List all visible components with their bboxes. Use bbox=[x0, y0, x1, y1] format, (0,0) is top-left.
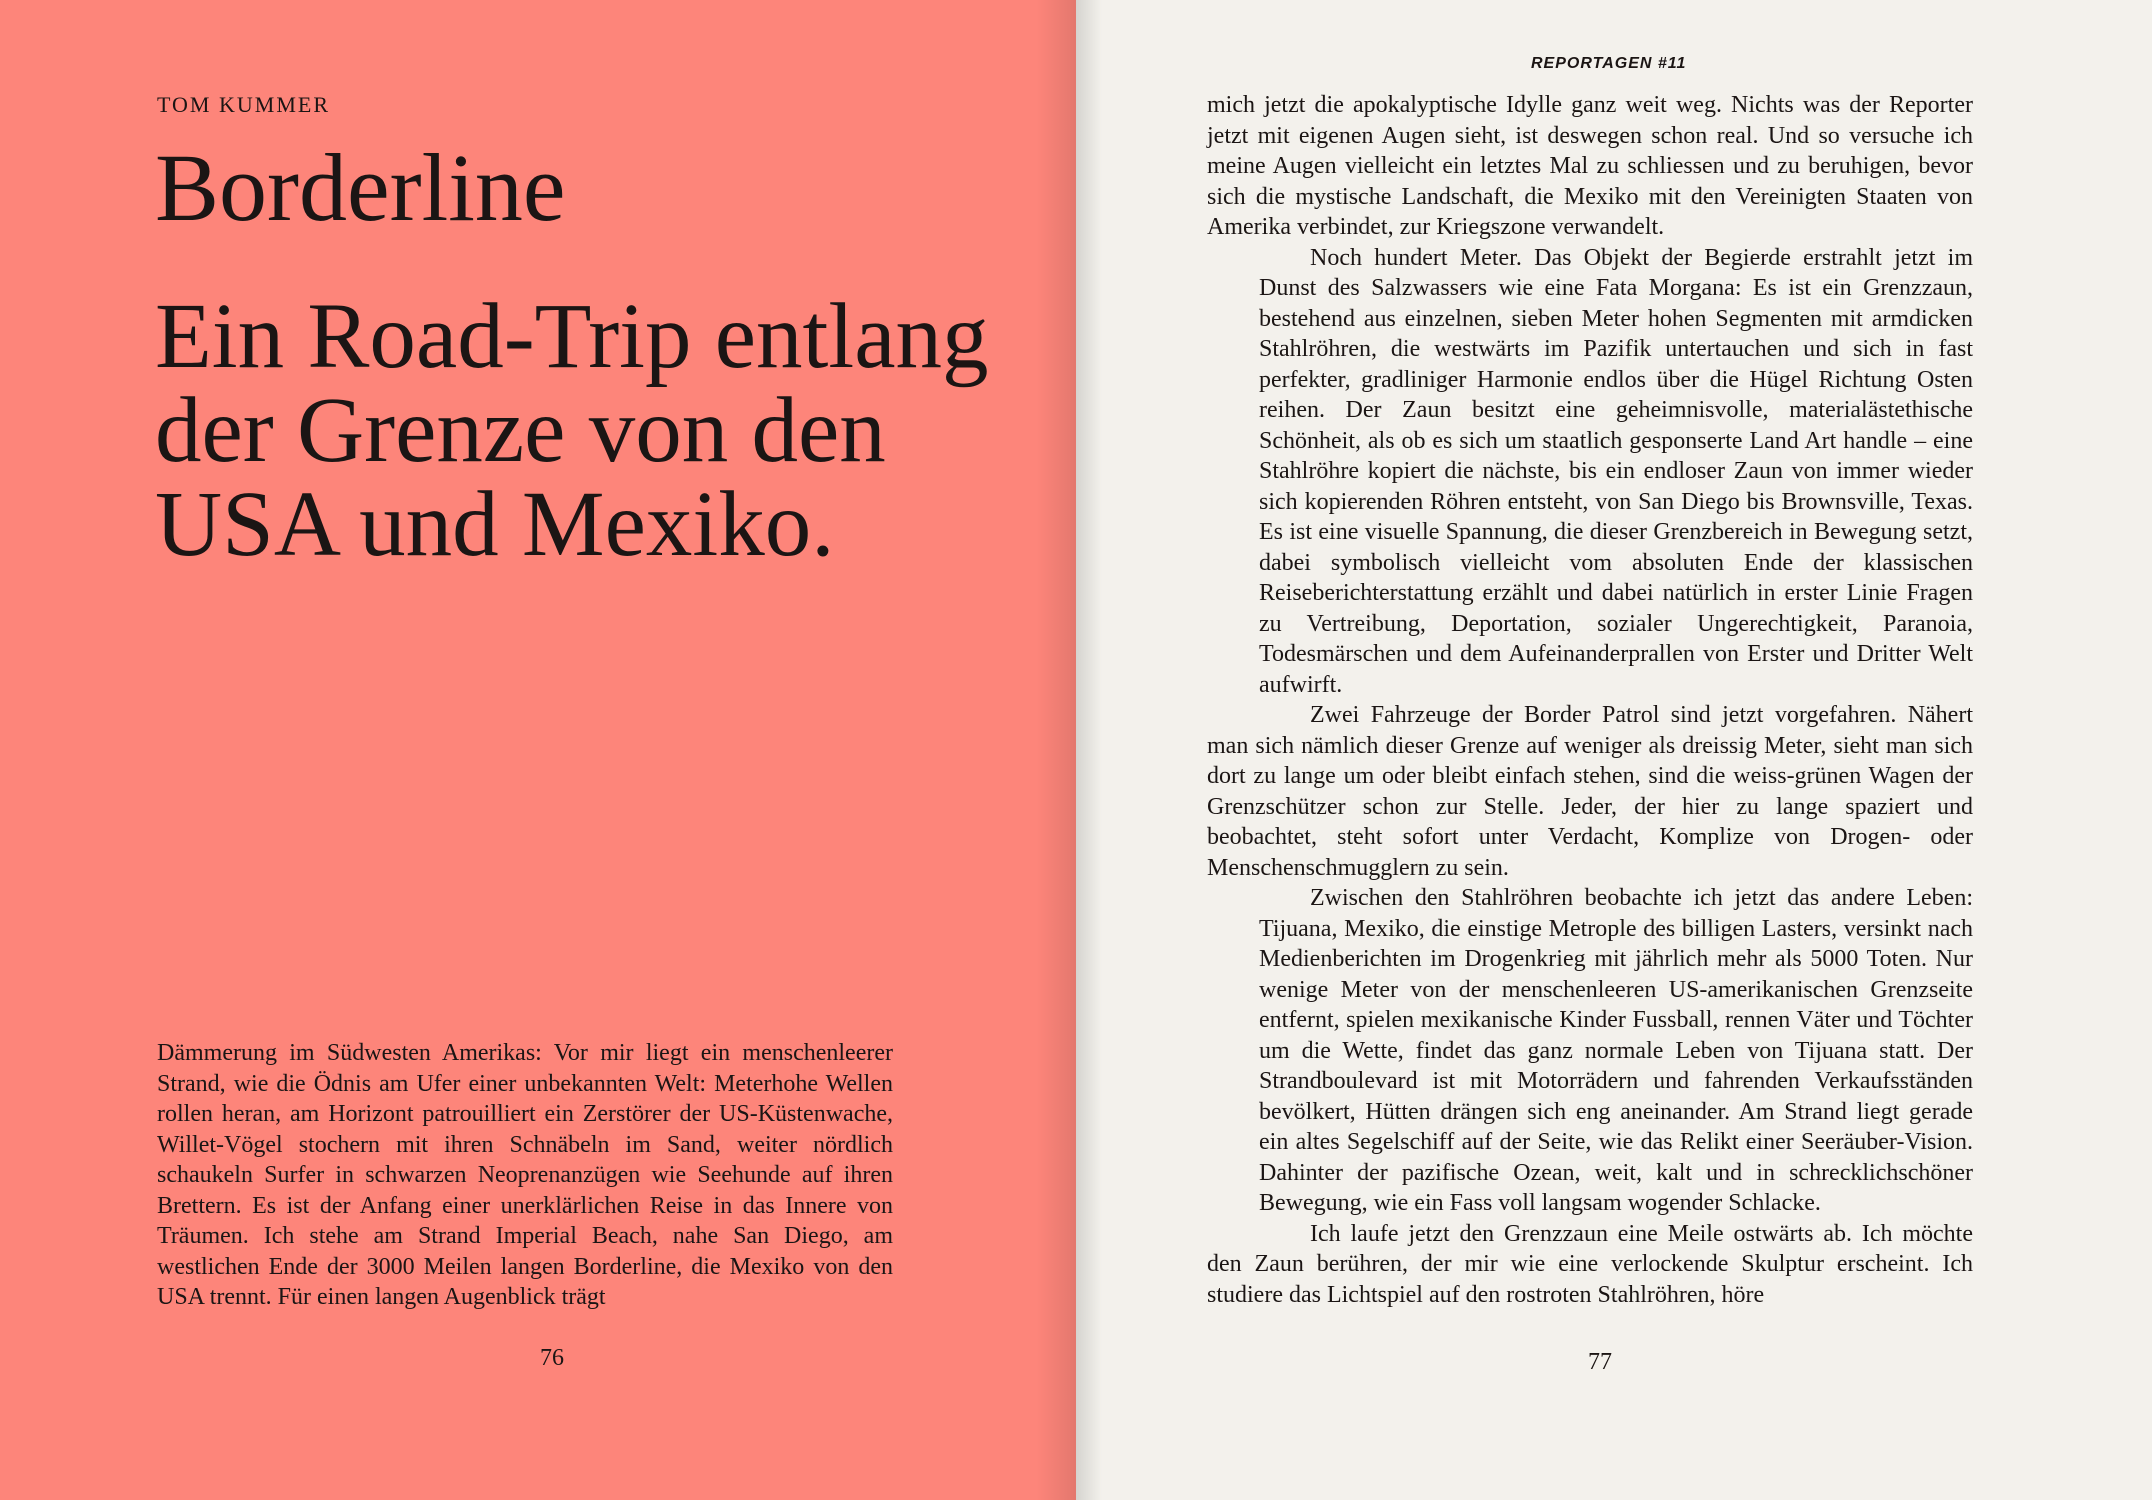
paragraph: mich jetzt die apokalyptische Idylle ganz weit weg. Nichts was der Reporter jetzt mit eigenen Augen sieht, ist deswegen schon real. Und so versuche ich meine Augen vielleicht ein letztes Mal zu schliessen und zu beruhigen, bevor sich die mystische Landschaft, die Mexiko mit den Vereinigten Staaten von Amerika verbindet, zur Kriegszone verwandelt. bbox=[1207, 92, 1973, 240]
gutter-shadow bbox=[1036, 0, 1076, 1500]
article-title: Borderline bbox=[155, 134, 566, 241]
gutter-shadow-right bbox=[1076, 0, 1102, 1500]
paragraph: Ich laufe jetzt den Grenzzaun eine Meile ostwärts ab. Ich möchte den Zaun berühren, der mir wie eine verlockende Skulptur erscheint. Ich studiere das Lichtspiel auf den rostroten Stahlröhren, höre bbox=[1207, 1220, 1973, 1308]
right-page bbox=[1076, 0, 2152, 1500]
intro-paragraph: Dämmerung im Südwesten Amerikas: Vor mir liegt ein menschenleerer Strand, wie die Ödnis am Ufer einer unbekannten Welt: Meterhohe Wellen rollen heran, am Horizont patrouilliert ein Zerstörer der US-Küstenwache, Willet-Vögel stochern mit ihren Schnäbeln im Sand, weiter nördlich schaukeln Surfer in schwarzen Neoprenanzügen wie Seehunde auf ihren Brettern. Es ist der Anfang einer unerklärlichen Reise in das Innere von Träumen. Ich stehe am Strand Imperial Beach, nahe San Diego, am westlichen Ende der 3000 Meilen langen Borderline, die Mexiko von den USA trennt. Für einen langen Augenblick trägt bbox=[157, 1040, 893, 1310]
article-subtitle: Ein Road-Trip entlang der Grenze von den USA und Mexiko. bbox=[155, 285, 989, 576]
author-name: TOM KUMMER bbox=[157, 92, 331, 117]
page-number-right: 77 bbox=[1588, 1349, 1612, 1375]
page-number-left: 76 bbox=[540, 1345, 564, 1371]
body-text bbox=[1207, 90, 1973, 1310]
running-head: REPORTAGEN #11 bbox=[1531, 55, 1687, 72]
paragraph: Noch hundert Meter. Das Objekt der Begierde erstrahlt jetzt im Dunst des Salzwassers wie eine Fata Morgana: Es ist ein Grenzzaun, bestehend aus einzelnen, sieben Meter hohen Segmenten mit armdicken Stahlröhren, die westwärts im Pazifik untertauchen und sich in fast perfekter, gradliniger Harmonie endlos über die Hügel Richtung Osten reihen. Der Zaun besitzt eine geheimnisvolle, materialästethische Schönheit, als ob es sich um staatlich gesponserte Land Art handle – eine Stahlröhre kopiert die nächste, bis ein endloser Zaun von immer wieder sich kopierenden Röhren entsteht, von San Diego bis Brownsville, Texas. Es ist eine visuelle Spannung, die dieser Grenzbereich in Bewegung setzt, dabei symbolisch vielleicht vom absoluten Ende der klassischen Reiseberichterstattung erzählt und dabei natürlich in erster Linie Fragen zu Vertreibung, Deportation, sozialer Ungerechtigkeit, Paranoia, Todesmärschen und dem Aufeinanderprallen von Erster und Dritter Welt aufwirft. bbox=[1259, 244, 1973, 698]
paragraph: Zwei Fahrzeuge der Border Patrol sind jetzt vorgefahren. Nähert man sich nämlich dieser Grenze auf weniger als dreissig Meter, sieht man sich dort zu lange um oder bleibt einfach stehen, sind die weiss-grünen Wagen der Grenzschützer schon zur Stelle. Jeder, der hier zu lange spaziert und beobachtet, steht sofort unter Verdacht, Komplize von Drogen- oder Menschenschmugglern zu sein. bbox=[1207, 702, 1973, 881]
paragraph: Zwischen den Stahlröhren beobachte ich jetzt das andere Leben: Tijuana, Mexiko, die einstige Metrople des billigen Lasters, versinkt nach Medienberichten im Drogenkrieg mit jährlich mehr als 5000 Toten. Nur wenige Meter von der menschenleeren US-amerikanischen Grenzseite entfernt, spielen mexikanische Kinder Fussball, rennen Väter und Töchter um die Wette, findet das ganz normale Leben von Tijuana statt. Der Strandboulevard ist mit Motorrädern und fahrenden Verkaufsständen bevölkert, Hütten drängen sich eng aneinander. Am Strand liegt gerade ein altes Segelschiff auf der Seite, wie das Relikt einer Seeräuber-Vision. Dahinter der pazifische Ozean, weit, kalt und in schrecklichschöner Bewegung, wie ein Fass voll langsam wogender Schlacke. bbox=[1259, 885, 1973, 1216]
